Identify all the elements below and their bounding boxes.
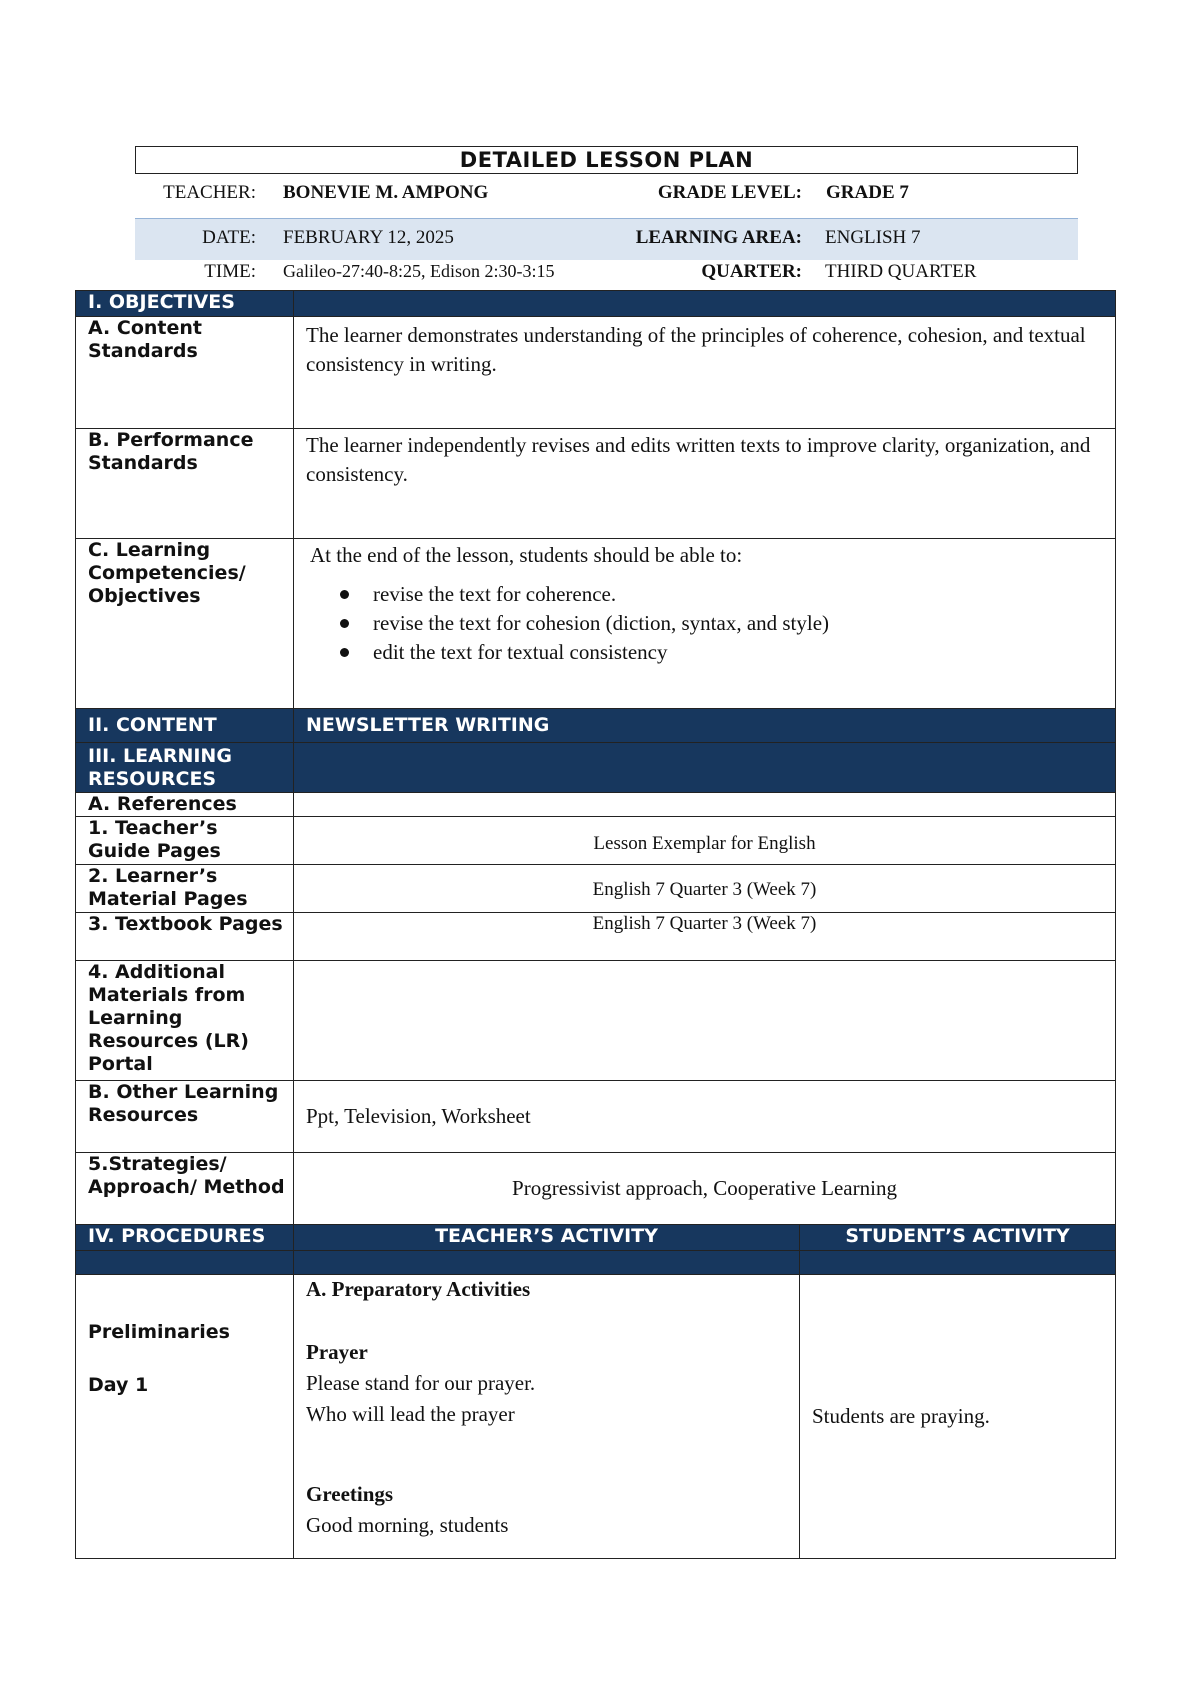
quarter-label: QUARTER: bbox=[701, 261, 802, 282]
resources-heading: III. LEARNING RESOURCES bbox=[76, 743, 294, 793]
content-standards-label: A. Content Standards bbox=[76, 317, 294, 429]
teacher-value: BONEVIE M. AMPONG bbox=[283, 182, 489, 203]
learning-area-value: ENGLISH 7 bbox=[825, 227, 921, 248]
textbook-label: 3. Textbook Pages bbox=[76, 913, 294, 961]
content-row bbox=[76, 709, 1116, 743]
preparatory-heading: A. Preparatory Activities bbox=[306, 1277, 531, 1301]
grade-level-value: GRADE 7 bbox=[826, 182, 909, 203]
teacher-activity-header: TEACHER’S ACTIVITY bbox=[294, 1225, 800, 1251]
competencies-list bbox=[306, 580, 1103, 667]
student-activity-cell: Students are praying. bbox=[800, 1275, 1116, 1559]
references-row bbox=[76, 793, 1116, 817]
teachers-guide-label: 1. Teacher’s Guide Pages bbox=[76, 817, 294, 865]
objectives-heading-fill bbox=[294, 291, 1116, 317]
list-item: edit the text for textual consistency bbox=[373, 638, 1103, 667]
competencies-row bbox=[76, 539, 1116, 709]
other-resources-label: B. Other Learning Resources bbox=[76, 1081, 294, 1153]
content-heading: II. CONTENT bbox=[76, 709, 294, 743]
resources-heading-row bbox=[76, 743, 1116, 793]
performance-standards-text: The learner independently revises and edits written texts to improve clarity, organization, and consistency. bbox=[294, 429, 1116, 539]
additional-materials-label: 4. Additional Materials from Learning Resources (LR) Portal bbox=[76, 961, 294, 1081]
grade-level-label: GRADE LEVEL: bbox=[657, 182, 802, 203]
list-item: revise the text for cohesion (diction, syntax, and style) bbox=[373, 609, 1103, 638]
strategies-value: Progressivist approach, Cooperative Learning bbox=[294, 1153, 1116, 1225]
references-value bbox=[294, 793, 1116, 817]
content-standards-text: The learner demonstrates understanding of the principles of coherence, cohesion, and textual consistency in writing. bbox=[294, 317, 1116, 429]
objectives-heading-row bbox=[76, 291, 1116, 317]
learners-material-value: English 7 Quarter 3 (Week 7) bbox=[294, 865, 1116, 913]
performance-standards-row bbox=[76, 429, 1116, 539]
page-title: DETAILED LESSON PLAN bbox=[135, 146, 1078, 174]
procedures-heading-row bbox=[76, 1225, 1116, 1251]
objectives-heading: I. OBJECTIVES bbox=[76, 291, 294, 317]
greetings-heading: Greetings bbox=[306, 1482, 394, 1506]
textbook-value: English 7 Quarter 3 (Week 7) bbox=[294, 913, 1116, 961]
list-item: revise the text for coherence. bbox=[373, 580, 1103, 609]
date-value: FEBRUARY 12, 2025 bbox=[283, 227, 454, 248]
preliminaries-cell bbox=[76, 1275, 294, 1559]
content-value: NEWSLETTER WRITING bbox=[294, 709, 1116, 743]
quarter-value: THIRD QUARTER bbox=[825, 261, 977, 282]
resources-heading-fill bbox=[294, 743, 1116, 793]
preliminaries-label: Preliminaries bbox=[88, 1321, 230, 1343]
header-row-teacher bbox=[135, 176, 1078, 216]
teachers-guide-row bbox=[76, 817, 1116, 865]
student-activity-header: STUDENT’S ACTIVITY bbox=[800, 1225, 1116, 1251]
preliminaries-row bbox=[76, 1275, 1116, 1559]
procedures-blank-cell bbox=[294, 1251, 800, 1275]
time-label: TIME: bbox=[204, 261, 256, 282]
procedures-blank-row bbox=[76, 1251, 1116, 1275]
learners-material-row bbox=[76, 865, 1116, 913]
competencies-intro: At the end of the lesson, students should be able to: bbox=[310, 543, 743, 567]
other-resources-row bbox=[76, 1081, 1116, 1153]
procedures-heading: IV. PROCEDURES bbox=[76, 1225, 294, 1251]
teacher-label: TEACHER: bbox=[163, 182, 256, 203]
strategies-row bbox=[76, 1153, 1116, 1225]
strategies-label: 5.Strategies/ Approach/ Method bbox=[76, 1153, 294, 1225]
teacher-activity-cell bbox=[294, 1275, 800, 1559]
competencies-cell bbox=[294, 539, 1116, 709]
learning-area-label: LEARNING AREA: bbox=[635, 227, 802, 248]
teachers-guide-value: Lesson Exemplar for English bbox=[294, 817, 1116, 865]
procedures-blank-cell bbox=[76, 1251, 294, 1275]
prayer-heading: Prayer bbox=[306, 1340, 368, 1364]
greetings-line-1: Good morning, students bbox=[306, 1513, 509, 1537]
learners-material-label: 2. Learner’s Material Pages bbox=[76, 865, 294, 913]
competencies-label: C. Learning Competencies/ Objectives bbox=[76, 539, 294, 709]
additional-materials-value bbox=[294, 961, 1116, 1081]
references-label: A. References bbox=[76, 793, 294, 817]
date-label: DATE: bbox=[202, 227, 256, 248]
additional-materials-row bbox=[76, 961, 1116, 1081]
performance-standards-label: B. Performance Standards bbox=[76, 429, 294, 539]
other-resources-value: Ppt, Television, Worksheet bbox=[294, 1081, 1116, 1153]
day-label: Day 1 bbox=[88, 1374, 149, 1396]
prayer-line-2: Who will lead the prayer bbox=[306, 1402, 515, 1426]
lesson-plan-table bbox=[75, 290, 1116, 1559]
textbook-row bbox=[76, 913, 1116, 961]
procedures-blank-cell bbox=[800, 1251, 1116, 1275]
header-row-date bbox=[135, 218, 1078, 260]
time-value: Galileo-27:40-8:25, Edison 2:30-3:15 bbox=[283, 261, 555, 281]
prayer-line-1: Please stand for our prayer. bbox=[306, 1371, 536, 1395]
content-standards-row bbox=[76, 317, 1116, 429]
